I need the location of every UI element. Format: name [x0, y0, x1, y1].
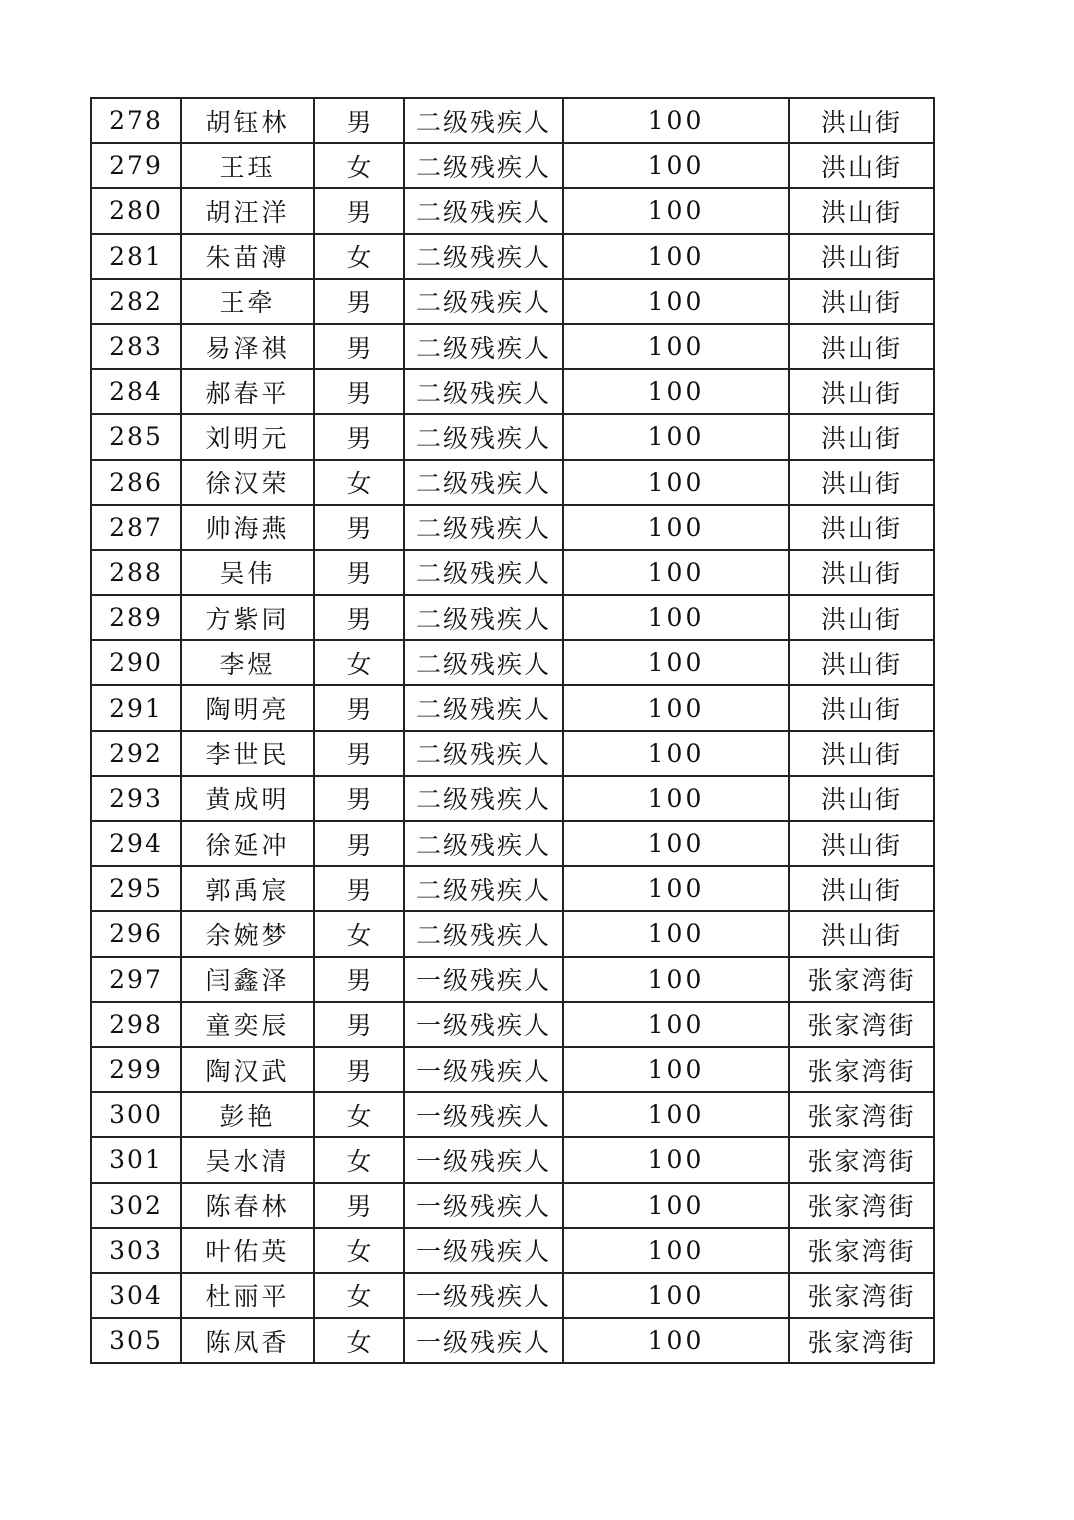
table-row	[91, 98, 934, 143]
street-cell: 洪山街	[789, 595, 934, 640]
row-number-cell: 304	[91, 1273, 181, 1318]
table-row	[91, 1183, 934, 1228]
street-cell: 洪山街	[789, 369, 934, 414]
row-number-cell: 303	[91, 1228, 181, 1273]
table-row	[91, 640, 934, 685]
table-row	[91, 1137, 934, 1182]
amount-cell: 100	[563, 1137, 789, 1182]
name-cell: 朱苗溥	[181, 234, 314, 279]
name-cell: 吴伟	[181, 550, 314, 595]
table-row	[91, 460, 934, 505]
gender-cell: 男	[314, 731, 404, 776]
row-number-cell: 279	[91, 143, 181, 188]
row-number-cell: 290	[91, 640, 181, 685]
disability-level-cell: 二级残疾人	[404, 369, 563, 414]
amount-cell: 100	[563, 279, 789, 324]
gender-cell: 女	[314, 911, 404, 956]
amount-cell: 100	[563, 821, 789, 866]
amount-cell: 100	[563, 685, 789, 730]
street-cell: 张家湾街	[789, 1318, 934, 1363]
gender-cell: 女	[314, 640, 404, 685]
table-row	[91, 1228, 934, 1273]
table-row	[91, 550, 934, 595]
disability-level-cell: 一级残疾人	[404, 1092, 563, 1137]
gender-cell: 女	[314, 1137, 404, 1182]
gender-cell: 男	[314, 369, 404, 414]
street-cell: 洪山街	[789, 911, 934, 956]
disability-level-cell: 一级残疾人	[404, 957, 563, 1002]
row-number-cell: 280	[91, 188, 181, 233]
table-row	[91, 595, 934, 640]
amount-cell: 100	[563, 1047, 789, 1092]
disability-level-cell: 二级残疾人	[404, 505, 563, 550]
row-number-cell: 297	[91, 957, 181, 1002]
amount-cell: 100	[563, 460, 789, 505]
name-cell: 胡汪洋	[181, 188, 314, 233]
row-number-cell: 305	[91, 1318, 181, 1363]
amount-cell: 100	[563, 1002, 789, 1047]
row-number-cell: 283	[91, 324, 181, 369]
disability-level-cell: 二级残疾人	[404, 414, 563, 459]
street-cell: 洪山街	[789, 505, 934, 550]
street-cell: 洪山街	[789, 234, 934, 279]
table-row	[91, 866, 934, 911]
street-cell: 洪山街	[789, 414, 934, 459]
name-cell: 徐延冲	[181, 821, 314, 866]
row-number-cell: 278	[91, 98, 181, 143]
row-number-cell: 285	[91, 414, 181, 459]
amount-cell: 100	[563, 1228, 789, 1273]
amount-cell: 100	[563, 1092, 789, 1137]
amount-cell: 100	[563, 640, 789, 685]
street-cell: 张家湾街	[789, 1002, 934, 1047]
row-number-cell: 287	[91, 505, 181, 550]
disability-level-cell: 二级残疾人	[404, 98, 563, 143]
name-cell: 徐汉荣	[181, 460, 314, 505]
row-number-cell: 282	[91, 279, 181, 324]
gender-cell: 男	[314, 1183, 404, 1228]
amount-cell: 100	[563, 143, 789, 188]
amount-cell: 100	[563, 1318, 789, 1363]
street-cell: 洪山街	[789, 324, 934, 369]
gender-cell: 男	[314, 550, 404, 595]
row-number-cell: 302	[91, 1183, 181, 1228]
row-number-cell: 298	[91, 1002, 181, 1047]
street-cell: 洪山街	[789, 731, 934, 776]
gender-cell: 女	[314, 1092, 404, 1137]
street-cell: 洪山街	[789, 821, 934, 866]
gender-cell: 女	[314, 1273, 404, 1318]
table-row	[91, 1002, 934, 1047]
name-cell: 胡钰林	[181, 98, 314, 143]
street-cell: 洪山街	[789, 776, 934, 821]
table-row	[91, 279, 934, 324]
gender-cell: 女	[314, 143, 404, 188]
disability-level-cell: 一级残疾人	[404, 1183, 563, 1228]
name-cell: 李世民	[181, 731, 314, 776]
row-number-cell: 294	[91, 821, 181, 866]
disability-level-cell: 二级残疾人	[404, 324, 563, 369]
table-row	[91, 1318, 934, 1363]
table-row	[91, 685, 934, 730]
street-cell: 洪山街	[789, 550, 934, 595]
table-row	[91, 957, 934, 1002]
name-cell: 易泽祺	[181, 324, 314, 369]
row-number-cell: 286	[91, 460, 181, 505]
disability-level-cell: 二级残疾人	[404, 640, 563, 685]
disability-level-cell: 一级残疾人	[404, 1137, 563, 1182]
name-cell: 李煜	[181, 640, 314, 685]
table-row	[91, 1047, 934, 1092]
disability-level-cell: 二级残疾人	[404, 143, 563, 188]
amount-cell: 100	[563, 414, 789, 459]
amount-cell: 100	[563, 505, 789, 550]
gender-cell: 男	[314, 279, 404, 324]
amount-cell: 100	[563, 957, 789, 1002]
name-cell: 陈凤香	[181, 1318, 314, 1363]
table-row	[91, 188, 934, 233]
gender-cell: 男	[314, 188, 404, 233]
table-row	[91, 143, 934, 188]
table-row	[91, 505, 934, 550]
gender-cell: 男	[314, 414, 404, 459]
amount-cell: 100	[563, 234, 789, 279]
disability-level-cell: 二级残疾人	[404, 685, 563, 730]
row-number-cell: 299	[91, 1047, 181, 1092]
row-number-cell: 295	[91, 866, 181, 911]
disability-level-cell: 二级残疾人	[404, 188, 563, 233]
disability-level-cell: 一级残疾人	[404, 1318, 563, 1363]
street-cell: 张家湾街	[789, 1137, 934, 1182]
row-number-cell: 296	[91, 911, 181, 956]
amount-cell: 100	[563, 911, 789, 956]
gender-cell: 男	[314, 866, 404, 911]
name-cell: 彭艳	[181, 1092, 314, 1137]
disability-level-cell: 一级残疾人	[404, 1228, 563, 1273]
gender-cell: 女	[314, 234, 404, 279]
name-cell: 郝春平	[181, 369, 314, 414]
disability-level-cell: 二级残疾人	[404, 866, 563, 911]
amount-cell: 100	[563, 1273, 789, 1318]
amount-cell: 100	[563, 369, 789, 414]
row-number-cell: 284	[91, 369, 181, 414]
street-cell: 洪山街	[789, 188, 934, 233]
street-cell: 洪山街	[789, 143, 934, 188]
disability-level-cell: 二级残疾人	[404, 911, 563, 956]
name-cell: 陶汉武	[181, 1047, 314, 1092]
name-cell: 王牵	[181, 279, 314, 324]
name-cell: 吴水清	[181, 1137, 314, 1182]
roster-table	[90, 97, 935, 1364]
disability-level-cell: 二级残疾人	[404, 821, 563, 866]
amount-cell: 100	[563, 188, 789, 233]
disability-level-cell: 二级残疾人	[404, 460, 563, 505]
street-cell: 洪山街	[789, 866, 934, 911]
roster-table-body	[91, 98, 934, 1363]
amount-cell: 100	[563, 1183, 789, 1228]
table-row	[91, 369, 934, 414]
table-row	[91, 776, 934, 821]
gender-cell: 男	[314, 595, 404, 640]
row-number-cell: 281	[91, 234, 181, 279]
gender-cell: 男	[314, 1002, 404, 1047]
name-cell: 郭禹宸	[181, 866, 314, 911]
street-cell: 张家湾街	[789, 1273, 934, 1318]
gender-cell: 男	[314, 685, 404, 730]
street-cell: 洪山街	[789, 460, 934, 505]
disability-level-cell: 二级残疾人	[404, 595, 563, 640]
street-cell: 张家湾街	[789, 957, 934, 1002]
gender-cell: 男	[314, 821, 404, 866]
name-cell: 杜丽平	[181, 1273, 314, 1318]
row-number-cell: 301	[91, 1137, 181, 1182]
gender-cell: 男	[314, 324, 404, 369]
row-number-cell: 288	[91, 550, 181, 595]
gender-cell: 男	[314, 98, 404, 143]
amount-cell: 100	[563, 324, 789, 369]
street-cell: 张家湾街	[789, 1228, 934, 1273]
street-cell: 张家湾街	[789, 1183, 934, 1228]
street-cell: 张家湾街	[789, 1047, 934, 1092]
name-cell: 帅海燕	[181, 505, 314, 550]
amount-cell: 100	[563, 776, 789, 821]
row-number-cell: 300	[91, 1092, 181, 1137]
disability-level-cell: 一级残疾人	[404, 1273, 563, 1318]
name-cell: 刘明元	[181, 414, 314, 459]
amount-cell: 100	[563, 866, 789, 911]
row-number-cell: 293	[91, 776, 181, 821]
name-cell: 童奕辰	[181, 1002, 314, 1047]
gender-cell: 男	[314, 505, 404, 550]
disability-level-cell: 二级残疾人	[404, 731, 563, 776]
table-row	[91, 1092, 934, 1137]
name-cell: 王珏	[181, 143, 314, 188]
row-number-cell: 289	[91, 595, 181, 640]
name-cell: 陈春林	[181, 1183, 314, 1228]
table-row	[91, 911, 934, 956]
disability-level-cell: 一级残疾人	[404, 1002, 563, 1047]
name-cell: 闫鑫泽	[181, 957, 314, 1002]
gender-cell: 男	[314, 776, 404, 821]
name-cell: 黄成明	[181, 776, 314, 821]
name-cell: 方紫同	[181, 595, 314, 640]
street-cell: 洪山街	[789, 640, 934, 685]
gender-cell: 女	[314, 1318, 404, 1363]
name-cell: 陶明亮	[181, 685, 314, 730]
disability-level-cell: 二级残疾人	[404, 279, 563, 324]
disability-level-cell: 二级残疾人	[404, 234, 563, 279]
street-cell: 洪山街	[789, 98, 934, 143]
gender-cell: 女	[314, 1228, 404, 1273]
gender-cell: 女	[314, 460, 404, 505]
amount-cell: 100	[563, 550, 789, 595]
table-row	[91, 234, 934, 279]
name-cell: 余婉梦	[181, 911, 314, 956]
table-row	[91, 1273, 934, 1318]
disability-level-cell: 二级残疾人	[404, 776, 563, 821]
table-row	[91, 414, 934, 459]
amount-cell: 100	[563, 98, 789, 143]
table-row	[91, 324, 934, 369]
name-cell: 叶佑英	[181, 1228, 314, 1273]
amount-cell: 100	[563, 595, 789, 640]
table-row	[91, 731, 934, 776]
street-cell: 张家湾街	[789, 1092, 934, 1137]
gender-cell: 男	[314, 1047, 404, 1092]
row-number-cell: 292	[91, 731, 181, 776]
disability-level-cell: 一级残疾人	[404, 1047, 563, 1092]
row-number-cell: 291	[91, 685, 181, 730]
gender-cell: 男	[314, 957, 404, 1002]
table-row	[91, 821, 934, 866]
street-cell: 洪山街	[789, 279, 934, 324]
disability-level-cell: 二级残疾人	[404, 550, 563, 595]
street-cell: 洪山街	[789, 685, 934, 730]
amount-cell: 100	[563, 731, 789, 776]
